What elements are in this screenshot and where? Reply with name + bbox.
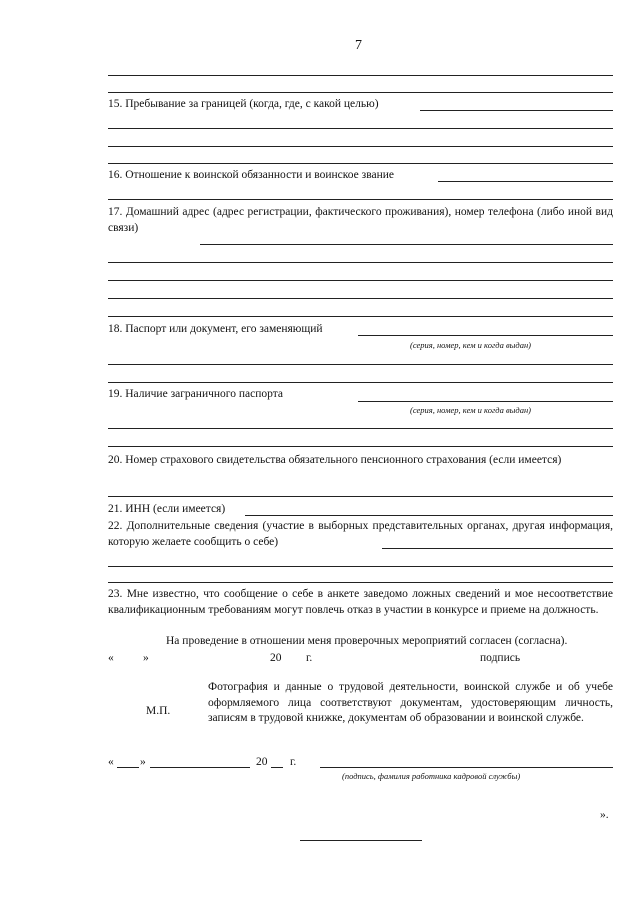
item-20-answer-line[interactable] bbox=[108, 496, 613, 497]
item-23-statement: 23. Мне известно, что сообщение о себе в анкете заведомо ложных сведений и мое несоответствие квалификационным требованиям могут повлечь отказ в участии в конкурсе и приеме на должность. bbox=[108, 588, 613, 616]
item-15-answer-line[interactable] bbox=[108, 146, 613, 147]
date2-g: г. bbox=[290, 756, 297, 768]
date2-month-line[interactable] bbox=[150, 767, 250, 768]
item-21-answer-line[interactable] bbox=[245, 515, 613, 516]
item-19-label: 19. Наличие заграничного паспорта bbox=[108, 388, 283, 400]
hr-signature-hint: (подпись, фамилия работника кадровой службы) bbox=[342, 771, 521, 781]
date2-year: 20 bbox=[256, 756, 268, 768]
item-17-answer-line[interactable] bbox=[108, 280, 613, 281]
item-19-answer-line[interactable] bbox=[108, 428, 613, 429]
item-15-answer-line[interactable] bbox=[420, 110, 613, 111]
date-g: г. bbox=[306, 652, 313, 664]
item-22-answer-line[interactable] bbox=[108, 582, 613, 583]
item-15-answer-line[interactable] bbox=[108, 163, 613, 164]
hr-signature-line[interactable] bbox=[320, 767, 613, 768]
item-16-answer-line[interactable] bbox=[108, 199, 613, 200]
consent-text: На проведение в отношении меня проверочных мероприятий согласен (согласна). bbox=[166, 635, 568, 647]
item-22-label: 22. Дополнительные сведения (участие в выборных представительных органах, другая информация, которую желаете сообщить о себе) bbox=[108, 520, 613, 548]
date-open-quote: « bbox=[108, 652, 114, 664]
end-quote: ». bbox=[600, 809, 609, 821]
item-19-answer-line[interactable] bbox=[108, 446, 613, 447]
footer-rule bbox=[300, 840, 422, 841]
item-17-answer-line[interactable] bbox=[108, 298, 613, 299]
blank-line[interactable] bbox=[108, 92, 613, 93]
blank-line[interactable] bbox=[108, 75, 613, 76]
date-year: 20 bbox=[270, 652, 282, 664]
item-15-label: 15. Пребывание за границей (когда, где, с какой целью) bbox=[108, 98, 379, 110]
item-16-answer-line[interactable] bbox=[438, 181, 613, 182]
item-15-answer-line[interactable] bbox=[108, 128, 613, 129]
item-22-answer-line[interactable] bbox=[108, 566, 613, 567]
item-22-answer-line[interactable] bbox=[382, 548, 613, 549]
item-18-answer-line[interactable] bbox=[108, 364, 613, 365]
item-17-answer-line[interactable] bbox=[200, 244, 613, 245]
item-19-answer-line[interactable] bbox=[358, 401, 613, 402]
item-19-hint: (серия, номер, кем и когда выдан) bbox=[410, 405, 531, 415]
item-21-label: 21. ИНН (если имеется) bbox=[108, 503, 226, 515]
stamp-mp: М.П. bbox=[146, 705, 171, 717]
date2-year-line[interactable] bbox=[271, 767, 283, 768]
item-18-hint: (серия, номер, кем и когда выдан) bbox=[410, 340, 531, 350]
item-17-answer-line[interactable] bbox=[108, 262, 613, 263]
date2-close-quote: » bbox=[140, 756, 146, 768]
item-17-label: 17. Домашний адрес (адрес регистрации, фактического проживания), номер телефона (либо иной вид связи) bbox=[108, 206, 613, 234]
item-18-answer-line[interactable] bbox=[108, 382, 613, 383]
signature-label: подпись bbox=[480, 652, 521, 664]
date2-open-quote: « bbox=[108, 756, 114, 768]
item-20-label: 20. Номер страхового свидетельства обязательного пенсионного страхования (если имеется) bbox=[108, 454, 562, 466]
item-16-label: 16. Отношение к воинской обязанности и воинское звание bbox=[108, 169, 395, 181]
item-18-answer-line[interactable] bbox=[358, 335, 613, 336]
date2-day-line[interactable] bbox=[117, 767, 139, 768]
photo-verification-text: Фотография и данные о трудовой деятельности, воинской службе и об учебе оформляемого лица соответствуют документам, удостоверяющим личность, записям в трудовой книжке, документам об образовании и воинской службе. bbox=[208, 681, 613, 724]
date-close-quote: » bbox=[143, 652, 149, 664]
item-17-answer-line[interactable] bbox=[108, 316, 613, 317]
item-18-label: 18. Паспорт или документ, его заменяющий bbox=[108, 323, 323, 335]
page-number: 7 bbox=[355, 38, 362, 53]
